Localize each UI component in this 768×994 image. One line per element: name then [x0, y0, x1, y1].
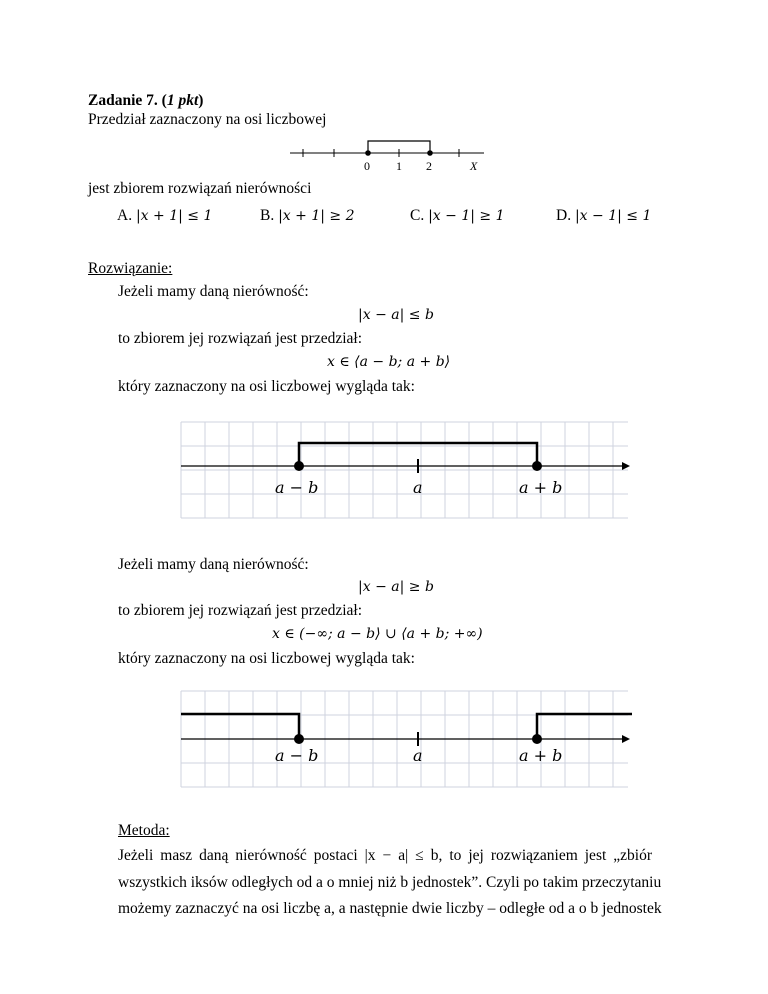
case1-set-intro: to zbiorem jej rozwiązań jest przedział:	[118, 330, 363, 347]
fig2-label-a-minus-b: a − b	[275, 746, 319, 765]
option-letter: D.	[556, 207, 572, 224]
fig1-label-a: a	[413, 478, 423, 497]
axis-label-x: X	[470, 159, 478, 173]
task-intro: Przedział zaznaczony na osi liczbowej	[88, 111, 327, 128]
case2-set-intro: to zbiorem jej rozwiązań jest przedział:	[118, 602, 363, 619]
case2-inequality: |x − a| ≥ b	[358, 579, 434, 595]
case2-set: x ∈ (−∞; a − b⟩ ∪ ⟨a + b; +∞)	[272, 626, 483, 642]
method-line-2: wszystkich iksów odległych od a o mniej niż b jednostek”. Czyli po takim przeczytaniu	[118, 874, 662, 891]
case1-figure-intro: który zaznaczony na osi liczbowej wygląda tak:	[118, 378, 415, 395]
left-ray	[181, 714, 299, 739]
endpoint-dot	[532, 734, 542, 744]
case2-figure-intro: który zaznaczony na osi liczbowej wygląda tak:	[118, 650, 415, 667]
fig1-label-a-minus-b: a − b	[275, 478, 319, 497]
axis-label-1: 1	[396, 159, 402, 173]
case1-intro: Jeżeli mamy daną nierówność:	[118, 283, 309, 300]
method-line-3: możemy zaznaczyć na osi liczbę a, a następnie dwie liczby – odległe od a o b jednostek	[118, 900, 662, 917]
right-ray	[537, 714, 632, 739]
option-expr: |x − 1| ≤ 1	[574, 208, 652, 224]
case2-intro: Jeżeli mamy daną nierówność:	[118, 556, 309, 573]
option-letter: A.	[117, 207, 133, 224]
method-line-1: Jeżeli masz daną nierówność postaci |x − a| ≤ b, to jej rozwiązaniem jest „zbiór	[118, 847, 652, 864]
option-letter: B.	[260, 207, 275, 224]
task-question: jest zbiorem rozwiązań nierówności	[88, 180, 312, 197]
axis-label-2: 2	[426, 159, 432, 173]
task-points: 1 pkt	[166, 92, 199, 109]
fig2-label-a-plus-b: a + b	[519, 746, 563, 765]
fig2-label-a: a	[413, 746, 423, 765]
case1-set: x ∈ ⟨a − b; a + b⟩	[327, 354, 451, 370]
fig1-label-a-plus-b: a + b	[519, 478, 563, 497]
method-heading: Metoda:	[118, 822, 170, 839]
task-title: Zadanie 7.	[88, 92, 158, 109]
option-letter: C.	[410, 207, 425, 224]
option-expr: |x + 1| ≤ 1	[135, 208, 213, 224]
case1-inequality: |x − a| ≤ b	[358, 307, 434, 323]
task-heading: Zadanie 7. (1 pkt)	[88, 92, 204, 109]
axis-label-0: 0	[364, 159, 370, 173]
endpoint-dot	[294, 734, 304, 744]
axis-arrow	[622, 735, 630, 743]
option-expr: |x − 1| ≥ 1	[428, 208, 505, 224]
solution-heading: Rozwiązanie:	[88, 260, 173, 277]
option-expr: |x + 1| ≥ 2	[278, 208, 355, 224]
